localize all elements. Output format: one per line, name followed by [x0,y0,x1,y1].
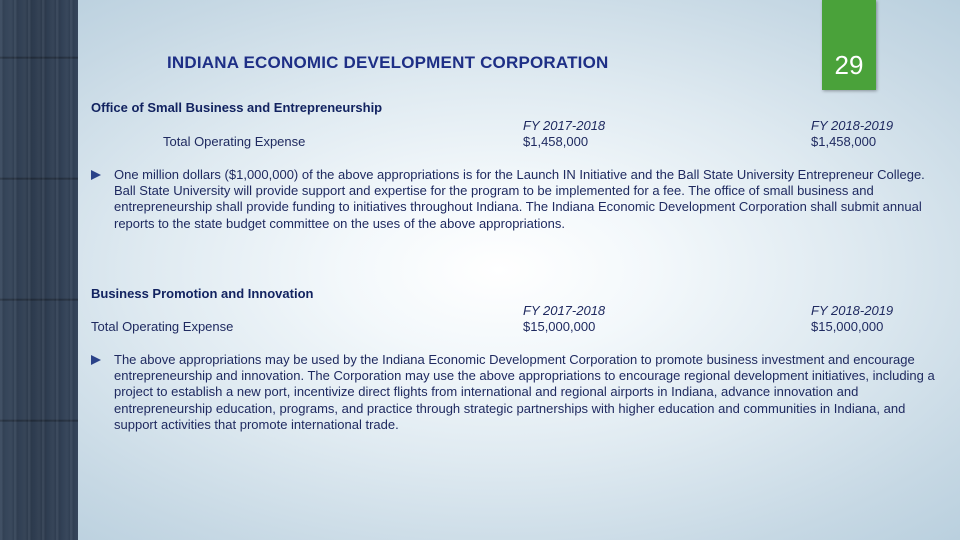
row-label-total-operating-expense: Total Operating Expense [163,134,306,149]
triangle-bullet-icon [91,355,101,365]
triangle-bullet-icon [91,170,101,180]
bullet-item [91,352,943,433]
value-fy2017: $15,000,000 [523,319,596,334]
slide-title: INDIANA ECONOMIC DEVELOPMENT CORPORATION [167,53,609,72]
value-fy2018: $1,458,000 [811,134,877,149]
value-fy2018: $15,000,000 [811,319,884,334]
value-fy2017: $1,458,000 [523,134,589,149]
section-heading-business-promotion: Business Promotion and Innovation [91,286,314,301]
bullet-item [91,167,943,232]
wood-side-panel [0,0,78,540]
page-number-badge [822,0,876,90]
column-header-fy2018: FY 2018-2019 [811,118,894,133]
page-number: 29 [834,50,864,80]
row-label-total-operating-expense: Total Operating Expense [91,319,234,334]
bullet-text: One million dollars ($1,000,000) of the above appropriations is for the Launch IN Initiative and the Ball State University Entrepreneur College. Ball State University will provide support and expertise for the program to be implemented for a fee. The office of small business and entrepreneurship shall provide funding to initiatives throughout Indiana. The Indiana Economic Development Corporation shall submit annual reports to the state budget committee on the uses of the above appropriations. [114,167,925,231]
section-heading-small-business: Office of Small Business and Entrepreneurship [91,100,383,115]
column-header-fy2017: FY 2017-2018 [523,118,606,133]
bullet-text: The above appropriations may be used by the Indiana Economic Development Corporation to promote business investment and encourage entrepreneurship and innovation. The Corporation may use the above appropriations to encourage regional development initiatives, including a project to establish a new port, incentivize direct flights from international and regional airports in Indiana, advance innovation and entrepreneurship education, programs, and practice through strategic partnerships with higher education and communities in Indiana, and support activities that promote international trade. [114,352,935,432]
column-header-fy2017: FY 2017-2018 [523,303,606,318]
column-header-fy2018: FY 2018-2019 [811,303,894,318]
